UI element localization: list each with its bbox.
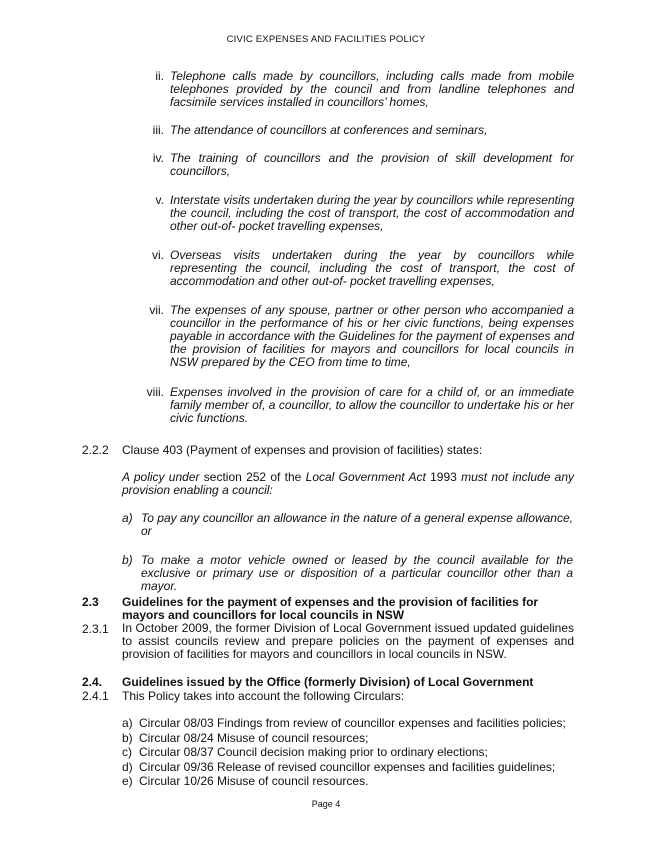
sub-item-label: a) bbox=[122, 511, 133, 525]
section-number: 2.3 bbox=[82, 595, 99, 609]
quote-part: section 252 of the bbox=[199, 470, 306, 484]
quoted-clause bbox=[122, 471, 574, 497]
circular-label: d) bbox=[122, 759, 133, 774]
list-number: vii. bbox=[149, 303, 164, 317]
list-text: The expenses of any spouse, partner or other person who accompanied a councillor in the performance of his or her civic functions, being expenses payable in accordance with the Guidelines for the payment of expenses and the provision of facilities for mayors and councillors for local councils in NSW prepared by the CEO from time to time, bbox=[170, 303, 574, 369]
section-text: This Policy takes into account the following Circulars: bbox=[122, 689, 405, 703]
list-number: vi. bbox=[152, 248, 164, 262]
list-text: Telephone calls made by councillors, including calls made from mobile telephones provided by the council and from landline telephones and facsimile services installed in councillors’ homes, bbox=[170, 69, 574, 109]
section-heading: Guidelines issued by the Office (formerly Division) of Local Government bbox=[122, 675, 534, 689]
circular-label: e) bbox=[122, 774, 133, 788]
list-text: Overseas visits undertaken during the year by councillors while representing the council, including the cost of transport, the cost of accommodation and other out-of- pocket travelling expenses, bbox=[170, 248, 574, 288]
sub-item-text: To make a motor vehicle owned or leased by the council available for the exclusive or primary use or disposition of a particular councillor other than a mayor. bbox=[141, 553, 573, 593]
list-text: The training of councillors and the provision of skill development for councillors, bbox=[170, 151, 574, 178]
list-number: iii. bbox=[152, 123, 164, 137]
list-number: ii. bbox=[155, 69, 164, 83]
list-number: v. bbox=[155, 193, 164, 207]
section-number: 2.4. bbox=[82, 675, 103, 689]
circular-text: Circular 08/03 Findings from review of councillor expenses and facilities policies; bbox=[139, 716, 566, 730]
sub-item-text: To pay any councillor an allowance in the nature of a general expense allowance, or bbox=[141, 511, 573, 538]
circular-text: Circular 08/24 Misuse of council resources; bbox=[139, 730, 369, 745]
circular-text: Circular 10/26 Misuse of council resources. bbox=[139, 774, 369, 788]
section-text: Clause 403 (Payment of expenses and provision of facilities) states: bbox=[122, 443, 483, 457]
quote-part: 1993 bbox=[425, 470, 462, 484]
list-number: viii. bbox=[146, 385, 164, 399]
quote-part: Local Government Act bbox=[305, 470, 426, 484]
section-number: 2.2.2 bbox=[82, 443, 109, 457]
quote-part: A policy under bbox=[122, 470, 200, 484]
circular-label: a) bbox=[122, 716, 133, 730]
list-text: Expenses involved in the provision of care for a child of, or an immediate family member of, a councillor, to allow the councillor to undertake his or her civic functions. bbox=[170, 385, 574, 425]
page-number: Page 4 bbox=[311, 799, 341, 809]
page-header: CIVIC EXPENSES AND FACILITIES POLICY bbox=[226, 34, 426, 45]
circular-text: Circular 08/37 Council decision making prior to ordinary elections; bbox=[139, 745, 488, 759]
sub-item-label: b) bbox=[122, 553, 133, 567]
list-text: Interstate visits undertaken during the year by councillors while representing the council, including the cost of transport, the cost of accommodation and other out-of- pocket travelling expenses, bbox=[170, 193, 574, 233]
circular-text: Circular 09/36 Release of revised councillor expenses and facilities guidelines; bbox=[139, 759, 556, 774]
circular-label: b) bbox=[122, 730, 133, 745]
section-number: 2.3.1 bbox=[82, 622, 109, 636]
section-number: 2.4.1 bbox=[82, 689, 109, 703]
list-text: The attendance of councillors at conferences and seminars, bbox=[170, 123, 488, 137]
quote-part: must not include any provision enabling a council: bbox=[122, 470, 574, 497]
circular-label: c) bbox=[122, 745, 132, 759]
list-number: iv. bbox=[152, 151, 164, 165]
section-text: In October 2009, the former Division of Local Government issued updated guidelines to assist councils review and prepare policies on the payment of expenses and provision of facilities for mayors and councillors in local councils in NSW. bbox=[122, 621, 574, 661]
section-heading: Guidelines for the payment of expenses and the provision of facilities for mayors and councillors for local councils in NSW bbox=[122, 595, 539, 622]
